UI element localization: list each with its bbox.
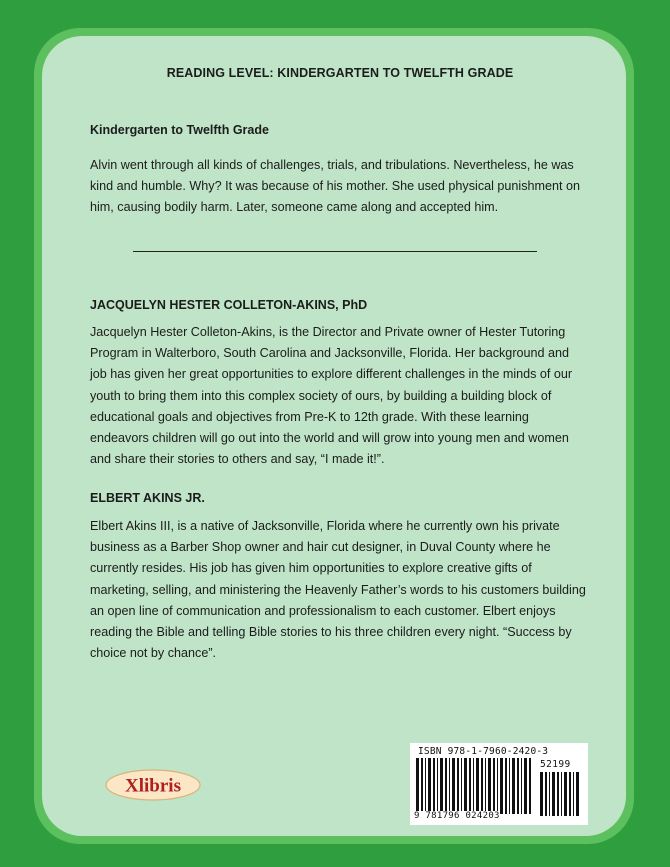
xlibris-logo-icon bbox=[104, 768, 202, 802]
barcode-bar bbox=[517, 758, 519, 814]
barcode-bar bbox=[540, 772, 543, 816]
barcode-bar bbox=[509, 758, 510, 814]
barcode-bar bbox=[416, 758, 419, 814]
logo-text: Xlibris bbox=[125, 775, 181, 797]
barcode-bar bbox=[573, 772, 574, 816]
barcode-bar bbox=[452, 758, 455, 814]
isbn-number: ISBN 978-1-7960-2420-3 bbox=[418, 746, 549, 757]
summary-heading: Kindergarten to Twelfth Grade bbox=[90, 123, 269, 137]
barcode-bar bbox=[505, 758, 507, 814]
section-divider bbox=[133, 251, 537, 252]
barcode-bar bbox=[457, 758, 459, 814]
barcode-bar bbox=[549, 772, 550, 816]
barcode-bar bbox=[440, 758, 443, 814]
barcode-bar bbox=[497, 758, 498, 814]
barcode-bar bbox=[425, 758, 426, 814]
barcode-bar bbox=[512, 758, 515, 814]
barcode-bar bbox=[445, 758, 447, 814]
barcode-bar bbox=[529, 758, 531, 814]
barcode-bar bbox=[488, 758, 491, 814]
summary-paragraph: Alvin went through all kinds of challenges, trials, and tribulations. Nevertheless, he was kind and humble. Why? It was because of his mother. She used physical punishment on him, causing bodily harm. Later, someone came along and accepted him. bbox=[90, 158, 581, 215]
barcode-bar bbox=[564, 772, 567, 816]
barcode-bar bbox=[428, 758, 431, 814]
barcode-bar bbox=[561, 772, 562, 816]
barcode-bar bbox=[481, 758, 483, 814]
barcode-bar bbox=[421, 758, 423, 814]
barcode-bar bbox=[464, 758, 467, 814]
reading-level-heading: READING LEVEL: KINDERGARTEN TO TWELFTH GRADE bbox=[166, 66, 514, 80]
barcode-bar bbox=[545, 772, 547, 816]
barcode-bar bbox=[524, 758, 527, 814]
isbn-barcode bbox=[410, 743, 588, 825]
barcode-bar bbox=[552, 772, 555, 816]
author2-name: ELBERT AKINS JR. bbox=[90, 491, 205, 505]
barcode-bar bbox=[433, 758, 435, 814]
barcode-bar bbox=[485, 758, 486, 814]
barcode-bar bbox=[476, 758, 479, 814]
addon-barcode-bars bbox=[540, 772, 584, 816]
author2-bio: Elbert Akins III, is a native of Jacksonville, Florida where he currently own his private business as a Barber Shop owner and hair cut designer, in Duval County where he currently resides. His job has given him opportunities to explore creative gifts of marketing, selling, and ministering the Heavenly Father’s words to his customers building an open line of communication and professionalism to each customer. Elbert enjoys reading the Bible and telling Bible stories to his three children every night. “Success by choice not by chance”. bbox=[90, 519, 586, 661]
barcode-bar bbox=[576, 772, 579, 816]
barcode-bar bbox=[569, 772, 571, 816]
ean-digits: 9 781796 024203 bbox=[414, 811, 500, 821]
price-code: 52199 bbox=[540, 759, 571, 770]
barcode-bar bbox=[493, 758, 495, 814]
barcode-bar bbox=[449, 758, 450, 814]
barcode-bar bbox=[437, 758, 438, 814]
author1-name: JACQUELYN HESTER COLLETON-AKINS, PhD bbox=[90, 298, 368, 312]
barcode-bar bbox=[461, 758, 462, 814]
barcode-bar bbox=[473, 758, 474, 814]
barcode-bar bbox=[500, 758, 503, 814]
barcode-bar bbox=[469, 758, 471, 814]
barcode-bar bbox=[557, 772, 559, 816]
author1-bio: Jacquelyn Hester Colleton-Akins, is the Director and Private owner of Hester Tutoring Program in Walterboro, South Carolina and Jacksonville, Florida. Her background and job has given her great opportunities to explore different challenges in the minds of our youth to bring them into this complex society of ours, by building a building block of educational goals and objectives from Pre-K to 12th grade. With these learning endeavors children will go out into the world and will grow into young men and women and share their stories to others and say, “I made it!”. bbox=[90, 325, 573, 467]
publisher-logo bbox=[104, 768, 202, 802]
ean-barcode-bars bbox=[416, 758, 534, 814]
barcode-bar bbox=[521, 758, 522, 814]
